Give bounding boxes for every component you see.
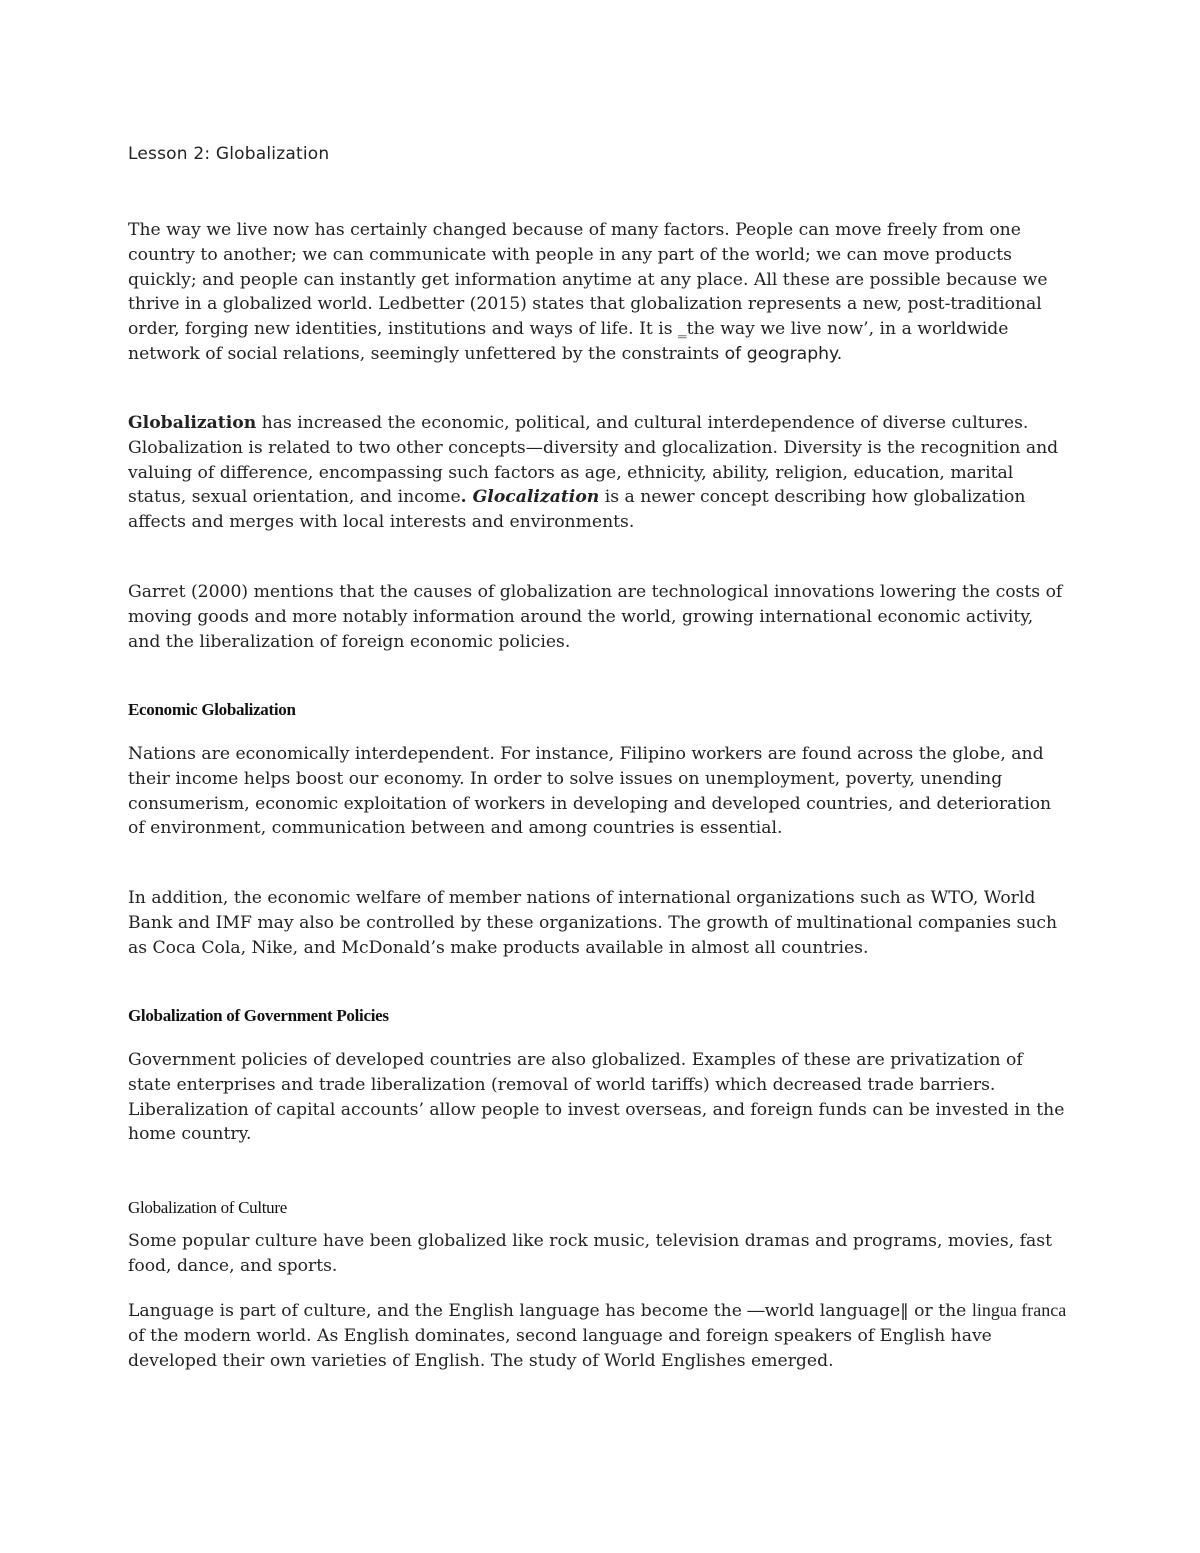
- heading-government-policies: Globalization of Government Policies: [128, 1006, 389, 1025]
- paragraph-causes: Garret (2000) mentions that the causes of globalization are technological innovations lowering the costs of moving goods and more notably information around the world, growing international economic activity, and the liberalization of foreign economic policies.: [128, 582, 1063, 652]
- term-glocalization: Glocalization: [472, 487, 600, 508]
- paragraph-language: [128, 1298, 1068, 1373]
- heading-economic-globalization: Economic Globalization: [128, 700, 296, 719]
- paragraph-government-policies: Government policies of developed countries are also globalized. Examples of these are privatization of state enterprises and trade liberalization (removal of world tariffs) which decreased trade barriers. Liberalization of capital accounts’ allow people to invest overseas, and foreign funds can be invested in the home country.: [128, 1050, 1065, 1145]
- paragraph-globalization-dot: .: [460, 487, 473, 508]
- paragraph-popular-culture: Some popular culture have been globalized like rock music, television dramas and programs, movies, fast food, dance, and sports.: [128, 1231, 1053, 1276]
- lesson-title: Lesson 2: Globalization: [128, 144, 330, 164]
- term-lingua-franca: lingua franca: [971, 1300, 1067, 1320]
- paragraph-economic-organizations: In addition, the economic welfare of member nations of international organizations such as WTO, World Bank and IMF may also be controlled by these organizations. The growth of multinational companies such as Coca Cola, Nike, and McDonald’s make products available in almost all countries.: [128, 888, 1058, 958]
- paragraph-intro-tail: of geography.: [724, 343, 843, 364]
- paragraph-intro: [128, 218, 1068, 367]
- paragraph-globalization-definition: [128, 411, 1068, 535]
- paragraph-language-text-1: Language is part of culture, and the English language has become the ―world language‖ or the: [128, 1301, 972, 1321]
- heading-globalization-of-culture: Globalization of Culture: [128, 1198, 287, 1217]
- paragraph-economic-interdependence: Nations are economically interdependent. For instance, Filipino workers are found across the globe, and their income helps boost our economy. In order to solve issues on unemployment, poverty, unending consumerism, economic exploitation of workers in developing and developed countries, and deterioration of environment, communication between and among countries is essential.: [128, 744, 1052, 839]
- paragraph-globalization-text-1: has increased the economic, political, and cultural interdependence of diverse cultures. Globalization is related to two other concepts—diversity and glocalization. Diversity is the recognition and valuing of difference, encompassing such factors as age, ethnicity, ability, religion, education, marital status, sexual orientation, and income: [128, 413, 1059, 508]
- term-globalization: Globalization: [128, 413, 257, 433]
- paragraph-intro-text: The way we live now has certainly changed because of many factors. People can move freely from one country to another; we can communicate with people in any part of the world; we can move products quickly; and people can instantly get information anytime at any place. All these are possible because we thrive in a globalized world. Ledbetter (2015) states that globalization represents a new, post-traditional order, forging new identities, institutions and ways of life. It is ‗the way we live now’, in a worldwide network of social relations, seemingly unfettered by the constraints: [128, 220, 1048, 364]
- paragraph-language-text-2: of the modern world. As English dominates, second language and foreign speakers of English have developed their own varieties of English. The study of World Englishes emerged.: [128, 1325, 992, 1371]
- paragraph-globalization-text-2: is a newer concept describing how globalization affects and merges with local interests and environments.: [128, 487, 1026, 533]
